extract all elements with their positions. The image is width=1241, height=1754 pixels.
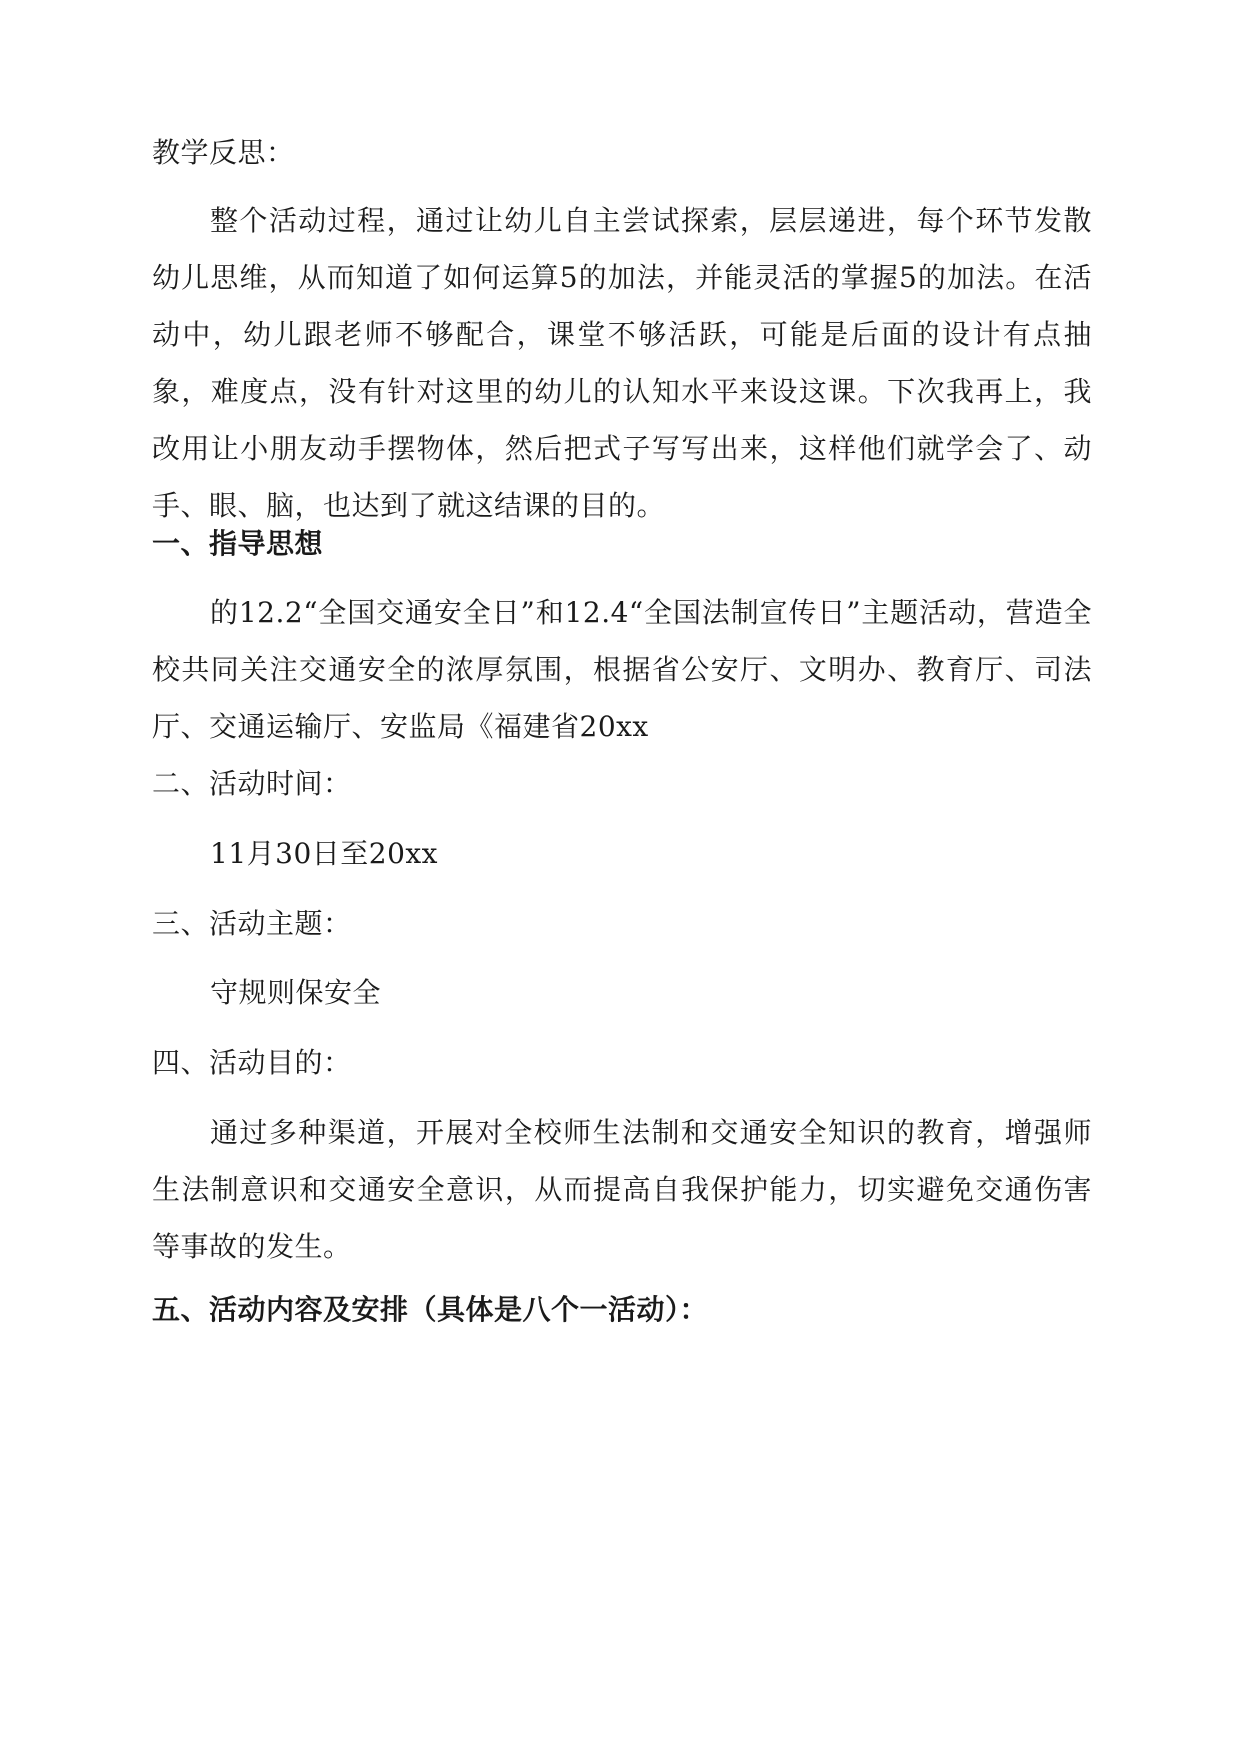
guiding-thought-paragraph: 的12.2“全国交通安全日”和12.4“全国法制宣传日”主题活动，营造全校共同关注交通安全的浓厚氛围，根据省公安厅、文明办、教育厅、司法厅、交通运输厅、安监局《福建省20xx [152, 596, 1092, 743]
activity-purpose-paragraph: 通过多种渠道，开展对全校师生法制和交通安全知识的教育，增强师生法制意识和交通安全意识，从而提高自我保护能力，切实避免交通伤害等事故的发生。 [152, 1116, 1092, 1263]
reflection-heading: 教学反思： [152, 136, 295, 169]
section-heading-activity-theme: 三、活动主题： [152, 907, 352, 940]
activity-theme-text: 守规则保安全 [210, 976, 382, 1009]
section-heading-activity-content: 五、活动内容及安排（具体是八个一活动）： [152, 1293, 709, 1326]
section-heading-activity-purpose: 四、活动目的： [152, 1046, 352, 1079]
activity-time-text: 11月30日至20xx [210, 837, 438, 870]
section-heading-activity-time: 二、活动时间： [152, 767, 352, 800]
reflection-paragraph: 整个活动过程，通过让幼儿自主尝试探索，层层递进，每个环节发散幼儿思维，从而知道了如何运算5的加法，并能灵活的掌握5的加法。在活动中，幼儿跟老师不够配合，课堂不够活跃，可能是后面的设计有点抽象，难度点，没有针对这里的幼儿的认知水平来设这课。下次我再上，我改用让小朋友动手摆物体，然后把式子写写出来，这样他们就学会了、动手、眼、脑，也达到了就这结课的目的。 [152, 204, 1092, 522]
section-heading-guiding-thought: 一、指导思想 [152, 527, 324, 560]
